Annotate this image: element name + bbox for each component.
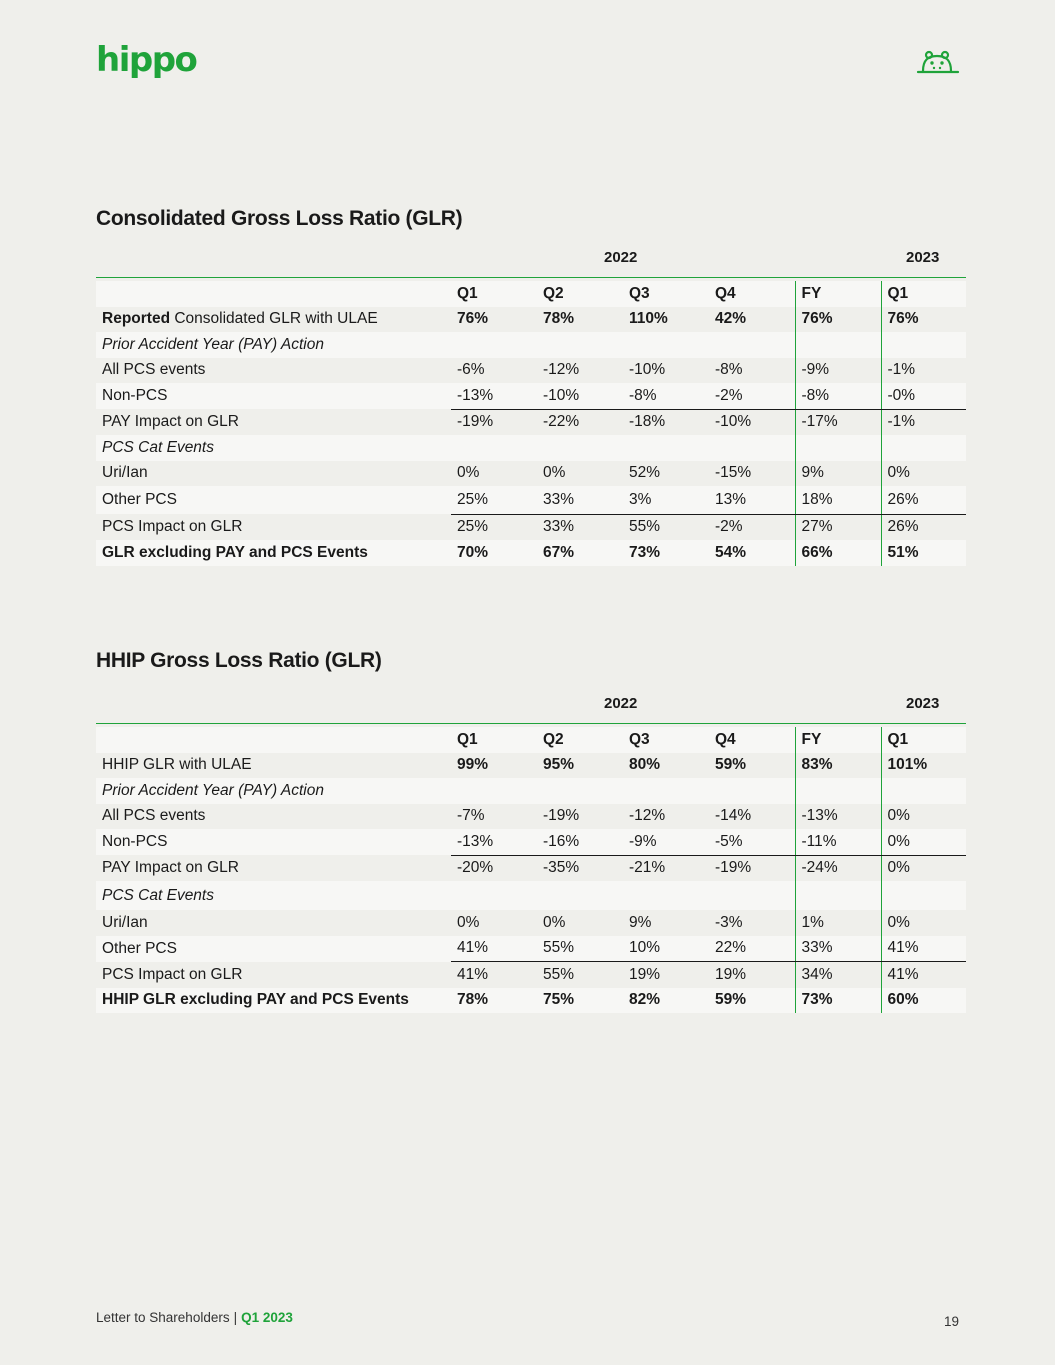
row-label: PAY Impact on GLR [102,413,239,430]
cell: 0% [881,461,966,487]
row-label: Other PCS [96,936,451,962]
cell: -15% [715,464,752,482]
cell: -19% [715,859,752,877]
cell: -10% [629,361,666,379]
row-label: All PCS events [102,361,206,379]
cell: 26% [881,514,966,540]
cell: 110% [629,310,668,328]
cell: -20% [457,859,494,877]
table-row [96,409,966,435]
cell: 55% [537,936,623,962]
cell: 52% [629,464,661,482]
cell: -2% [715,518,743,536]
cell: -13% [795,804,881,830]
cell: 78% [543,310,575,328]
table-row [96,804,966,830]
table-row [96,383,966,409]
cell: 33% [795,936,881,962]
cell: 22% [709,936,795,962]
table-row [96,881,966,910]
cell: 0% [543,464,566,482]
cell: 59% [709,988,795,1014]
table-row [96,435,966,461]
cell: 0% [881,829,966,855]
table-row [96,514,966,540]
consolidated-glr-table [96,281,966,566]
hippo-face-icon [916,48,960,76]
row-label: HHIP GLR with ULAE [102,756,252,774]
col-header: Q2 [537,281,623,307]
hhip-glr-table [96,727,966,1013]
row-label: PAY Impact on GLR [102,859,239,876]
row-label: Non-PCS [96,383,451,409]
cell: -2% [709,383,795,409]
row-label: PCS Impact on GLR [102,965,243,983]
cell: -8% [715,361,743,379]
cell: 59% [715,756,747,774]
cell: 83% [795,753,881,779]
cell: -35% [543,859,580,877]
col-header: FY [795,281,881,307]
table-row [96,753,966,779]
cell: 41% [881,962,966,988]
cell: 76% [795,307,881,333]
page-number: 19 [944,1314,960,1329]
cell: 9% [795,461,881,487]
cell: -18% [629,413,666,431]
cell: -6% [457,361,485,379]
table-row [96,910,966,936]
cell: 41% [457,965,489,983]
col-header: Q4 [709,727,795,753]
cell: 25% [451,486,537,514]
table1-year-2022: 2022 [604,249,638,266]
cell: -9% [795,358,881,384]
cell: 10% [623,936,709,962]
reported-label: Reported [102,310,171,328]
row-label: PCS Cat Events [96,881,451,910]
cell: 101% [881,753,966,779]
cell: 0% [881,855,966,881]
cell: 0% [543,913,566,931]
cell: 76% [457,310,489,328]
row-label: Prior Accident Year (PAY) Action [96,778,451,804]
cell: -1% [881,409,966,435]
cell: 27% [795,514,881,540]
table-row [96,936,966,962]
table-row [96,829,966,855]
reported-label-rest: Consolidated GLR with ULAE [170,310,378,328]
row-label: Other PCS [96,486,451,514]
table2-title: HHIP Gross Loss Ratio (GLR) [96,649,382,672]
cell: 18% [795,486,881,514]
table-row [96,962,966,988]
row-label: HHIP GLR excluding PAY and PCS Events [96,988,451,1014]
cell: -12% [629,807,666,825]
cell: 82% [623,988,709,1014]
col-header: Q4 [709,281,795,307]
cell: -0% [881,383,966,409]
cell: -16% [537,829,623,855]
row-label: Uri/Ian [102,464,148,482]
cell: -13% [451,383,537,409]
cell: -5% [709,829,795,855]
cell: -19% [457,413,494,431]
footer-title [96,1310,293,1325]
col-header: FY [795,727,881,753]
table-row [96,486,966,514]
table-row [96,461,966,487]
table1-year-2023: 2023 [906,249,940,266]
col-header: Q3 [623,281,709,307]
cell: -13% [451,829,537,855]
cell: -10% [537,383,623,409]
cell: 0% [881,910,966,936]
row-label: GLR excluding PAY and PCS Events [96,540,451,566]
table1-title: Consolidated Gross Loss Ratio (GLR) [96,207,463,230]
cell: 75% [537,988,623,1014]
cell: 80% [629,756,661,774]
cell: -8% [623,383,709,409]
cell: 55% [543,965,575,983]
col-header: Q1 [451,281,537,307]
cell: 0% [881,804,966,830]
table-row [96,332,966,358]
table1-header-rule [96,277,966,278]
footer-doc-title: Letter to Shareholders [96,1310,230,1325]
row-label: Non-PCS [96,829,451,855]
cell: 67% [537,540,623,566]
cell: 13% [709,486,795,514]
cell: 1% [795,910,881,936]
cell: -8% [795,383,881,409]
cell: -22% [543,413,580,431]
row-label: PCS Cat Events [96,435,451,461]
table-row [96,855,966,881]
cell: -17% [795,409,881,435]
cell: -24% [795,855,881,881]
cell: 19% [715,965,747,983]
cell: 42% [715,310,747,328]
cell: 51% [881,540,966,566]
table-row [96,307,966,333]
table1-header-row [96,281,966,307]
cell: 3% [623,486,709,514]
cell: 99% [457,756,489,774]
table-row [96,988,966,1014]
cell: 70% [451,540,537,566]
cell: -12% [543,361,580,379]
hippo-logo: hippo [96,40,197,80]
cell: 54% [709,540,795,566]
cell: 41% [451,936,537,962]
cell: -11% [795,829,881,855]
cell: 9% [629,913,652,931]
cell: 33% [537,486,623,514]
cell: 66% [795,540,881,566]
cell: 26% [881,486,966,514]
col-header: Q1 [881,281,966,307]
col-header: Q2 [537,727,623,753]
cell: 25% [457,518,489,536]
cell: -10% [715,413,752,431]
row-label: Prior Accident Year (PAY) Action [96,332,451,358]
table-row [96,358,966,384]
cell: -19% [543,807,580,825]
col-header: Q3 [623,727,709,753]
row-label: Uri/Ian [102,913,148,931]
cell: -7% [457,807,485,825]
col-header: Q1 [881,727,966,753]
cell: 19% [629,965,661,983]
row-label: All PCS events [102,807,206,825]
cell: 0% [457,464,480,482]
table2-year-2023: 2023 [906,695,940,712]
cell: 76% [881,307,966,333]
table-row [96,540,966,566]
footer-separator: | [233,1310,238,1325]
cell: 60% [881,988,966,1014]
cell: 73% [623,540,709,566]
table2-header-rule [96,723,966,724]
cell: -1% [881,358,966,384]
col-header: Q1 [451,727,537,753]
cell: 55% [629,518,661,536]
cell: 0% [457,913,480,931]
cell: -9% [623,829,709,855]
cell: 34% [795,962,881,988]
table-row [96,778,966,804]
cell: 95% [543,756,575,774]
cell: 41% [881,936,966,962]
table2-header-row [96,727,966,753]
cell: 73% [795,988,881,1014]
cell: -14% [715,807,752,825]
table2-year-2022: 2022 [604,695,638,712]
footer-quarter: Q1 2023 [241,1310,293,1325]
cell: 78% [451,988,537,1014]
cell: 33% [543,518,575,536]
row-label: PCS Impact on GLR [102,518,243,535]
row-label [96,307,451,333]
cell: -21% [629,859,666,877]
cell: -3% [715,913,743,931]
